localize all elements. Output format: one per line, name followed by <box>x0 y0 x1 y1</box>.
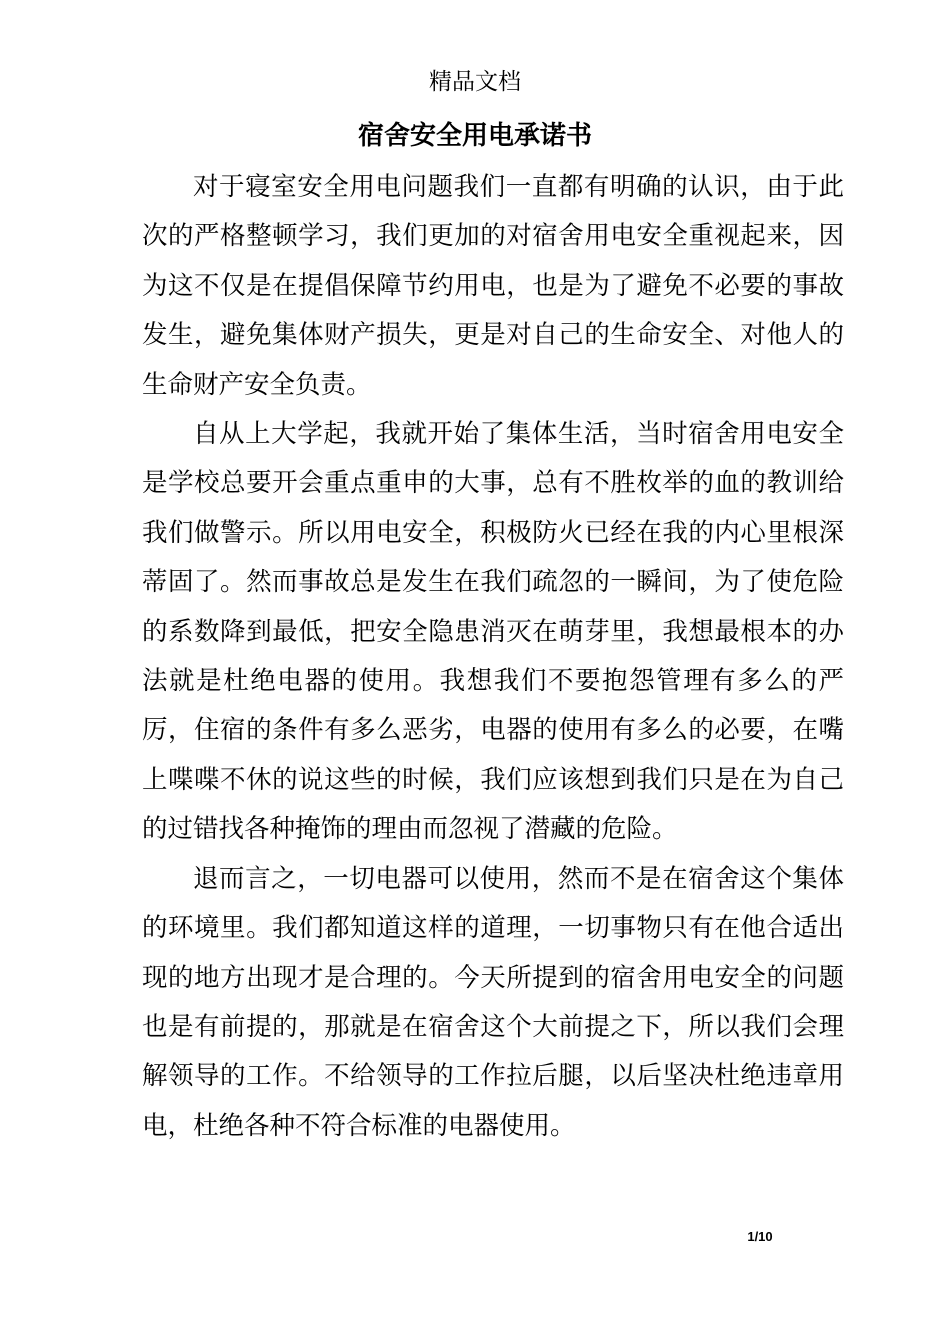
document-body <box>142 163 844 1151</box>
paragraph: 自从上大学起，我就开始了集体生活，当时宿舍用电安全是学校总要开会重点重申的大事，总有不胜枚举的血的教训给我们做警示。所以用电安全，积极防火已经在我的内心里根深蒂固了。然而事故总是发生在我们疏忽的一瞬间，为了使危险的系数降到最低，把安全隐患消灭在萌芽里，我想最根本的办法就是杜绝电器的使用。我想我们不要抱怨管理有多么的严厉，住宿的条件有多么恶劣，电器的使用有多么的必要，在嘴上喋喋不休的说这些的时候，我们应该想到我们只是在为自己的过错找各种掩饰的理由而忽视了潜藏的危险。 <box>142 419 844 845</box>
document-title: 宿舍安全用电承诺书 <box>357 121 592 151</box>
paragraph: 退而言之，一切电器可以使用，然而不是在宿舍这个集体的环境里。我们都知道这样的道理，一切事物只有在他合适出现的地方出现才是合理的。今天所提到的宿舍用电安全的问题也是有前提的，那就是在宿舍这个大前提之下，所以我们会理解领导的工作。不给领导的工作拉后腿，以后坚决杜绝违章用电，杜绝各种不符合标准的电器使用。 <box>142 863 844 1141</box>
page-header: 精品文档 <box>429 69 521 95</box>
paragraph: 对于寝室安全用电问题我们一直都有明确的认识，由于此次的严格整顿学习，我们更加的对宿舍用电安全重视起来，因为这不仅是在提倡保障节约用电，也是为了避免不必要的事故发生，避免集体财产损失，更是对自己的生命安全、对他人的生命财产安全负责。 <box>142 172 844 400</box>
page-number: 1/10 <box>747 1229 773 1244</box>
